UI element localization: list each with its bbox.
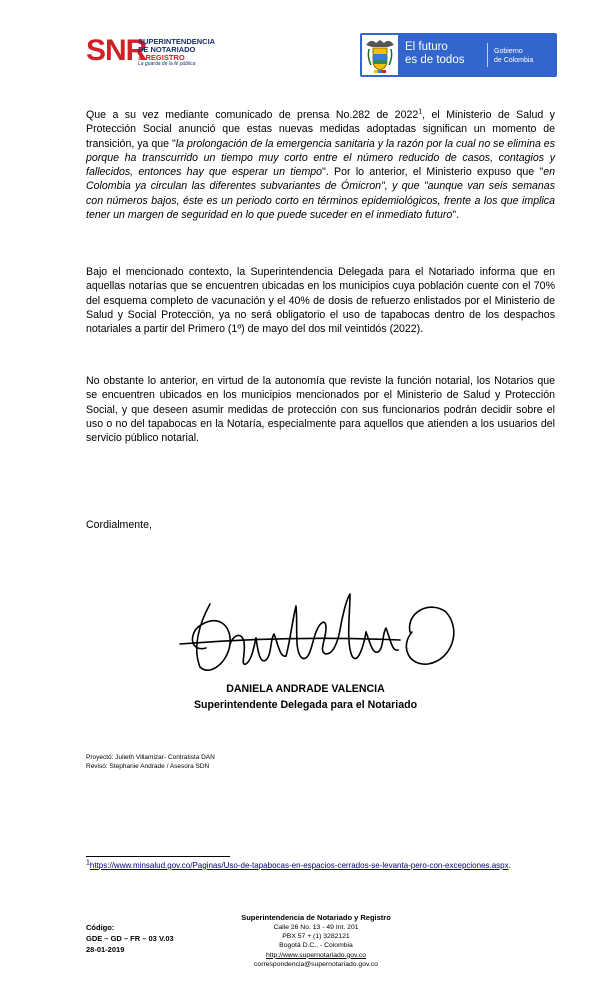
- footer-website-link[interactable]: http://www.supernotariado.gov.co: [266, 951, 366, 959]
- signer-title: Superintendente Delegada para el Notariado: [193, 699, 418, 711]
- snr-logo-mark: SNR: [86, 34, 147, 67]
- snr-logo-line2: DE NOTARIADO: [138, 45, 196, 54]
- document-code: [86, 922, 174, 955]
- gov-banner-gobierno: [494, 47, 533, 65]
- footnote-ref: 1: [418, 108, 423, 116]
- signer-name: DANIELA ANDRADE VALENCIA: [226, 683, 385, 695]
- drafting-credits: [86, 753, 215, 771]
- p1-quote-2: en Colombia ya circulan las diferentes subvariantes de Ómicron", y que "aunque van seis semanas con números bajos, éste es un periodo corto en términos epidemiológicos, frente a los que implica tener un margen de seguridad en lo que puede suceder en el inmediato futuro: [86, 166, 555, 222]
- gov-banner-divider: [487, 43, 488, 67]
- gov-banner-slogan-line1: El futuro: [405, 41, 448, 53]
- code-date: 28-01-2019: [86, 945, 125, 954]
- handwritten-signature: [170, 582, 460, 682]
- footnote: [86, 860, 556, 871]
- gov-banner-slogan-line2: es de todos: [405, 54, 465, 66]
- code-label: Código:: [86, 923, 115, 932]
- footer-phone: PBX 57 + (1) 3282121: [282, 933, 350, 941]
- paragraph-1: [86, 108, 555, 222]
- snr-logo-text: [138, 38, 215, 62]
- snr-logo-tagline: La guarda de la fe pública: [138, 61, 196, 67]
- credits-proyecto: Proyectó: Julieth Villamizar- Contratista DAN: [86, 754, 215, 761]
- gov-banner-gobierno-line2: de Colombia: [494, 57, 534, 64]
- footnote-marker: 1: [86, 859, 90, 867]
- paragraph-3: No obstante lo anterior, en virtud de la autonomía que reviste la función notarial, los Notarios que se encuentren ubicados en los municipios mencionados por el Ministerio de Salud y Protección Social, y que deseen asumir medidas de protección con sus funcionarios podrán decidir sobre el uso o no del tapabocas en la Notaría, especialmente para aquellos que atienden a los usuarios del servicio público notarial.: [86, 375, 555, 445]
- footnote-link[interactable]: https://www.minsalud.gov.co/Paginas/Uso-de-tapabocas-en-espacios-cerrados-se-levanta-pero-con-excepciones.aspx: [89, 861, 509, 870]
- snr-logo-line3: & REGISTRO: [138, 53, 185, 62]
- footer-street: Calle 26 No. 13 - 49 Int. 201: [273, 924, 359, 931]
- p1-quote-1: la prolongación de la emergencia sanitaria y la razón por la cual no se elimina es porque ha transcurrido un tiempo muy corto entre el número reducido de casos, contagios y fallecidos, entonces hay que esperar un tiempo: [86, 137, 555, 179]
- code-value: GDE – GD – FR – 03 V.03: [86, 934, 174, 943]
- gov-banner-gobierno-line1: Gobierno: [494, 48, 523, 55]
- paragraph-2: Bajo el mencionado contexto, la Superintendencia Delegada para el Notariado informa que en aquellas notarías que se encuentren ubicadas en los municipios cuya población cuente con el 70% del esquema completo de vacunación y el 40% de dosis de refuerzo enlistados por el Ministerio de Salud y Social Protección, ya no será obligatorio el uso de tapabocas dentro de los despachos notariales a partir del Primero (1º) de mayo del dos mil veintidós (2022).: [86, 266, 555, 336]
- colombia-coat-of-arms-icon: [362, 35, 398, 75]
- snr-logo: [86, 36, 236, 76]
- p1-text-b: , el Ministerio de Salud y Protección Social anunció que estas nuevas medidas adoptadas significan un momento de transición, ya que ": [86, 109, 555, 150]
- gov-banner-slogan: [405, 41, 464, 67]
- footnote-separator: [86, 856, 230, 857]
- p1-text-c: ". Por lo anterior, el Ministerio expuso que ": [322, 166, 544, 179]
- footer-city: Bogotá D.C., - Colombia: [279, 942, 353, 950]
- snr-logo-line1: SUPERINTENDENCIA: [138, 37, 216, 46]
- closing-salutation: Cordialmente,: [86, 519, 152, 531]
- credits-reviso: Revisó: Stephanie Andrade / Asesora SDN: [86, 763, 210, 770]
- p1-text-d: ".: [452, 209, 460, 222]
- gobierno-colombia-banner: [360, 33, 557, 77]
- p1-text-a: Que a su vez mediante comunicado de prensa No.282 de 2022: [86, 109, 419, 121]
- footnote-trailing: .: [508, 861, 511, 870]
- footer-org-name: Superintendencia de Notariado y Registro: [241, 913, 391, 922]
- footer-email: correspondencia@supernotariado.gov.co: [254, 960, 378, 968]
- footer-address: [206, 913, 426, 969]
